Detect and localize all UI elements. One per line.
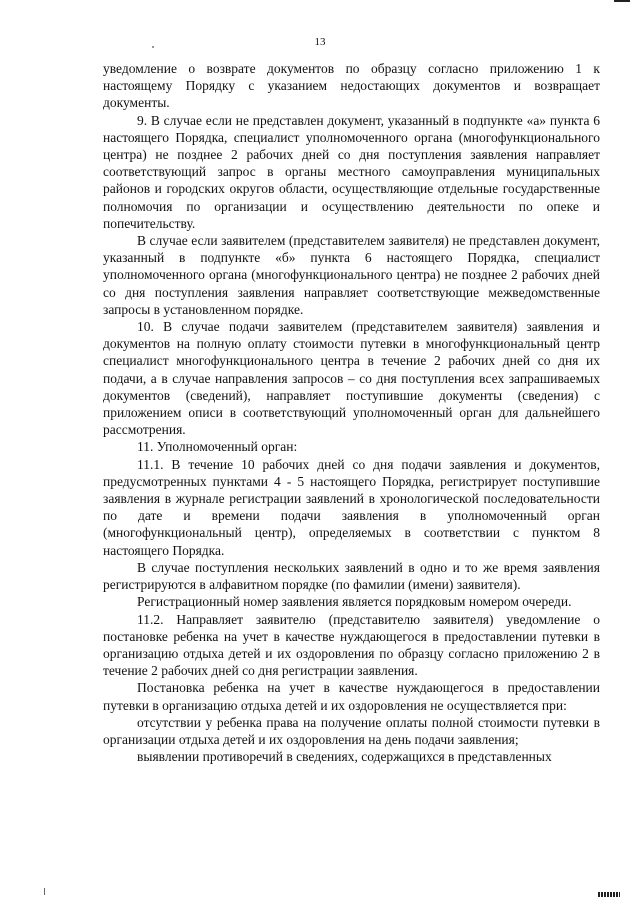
paragraph: выявлении противоречий в сведениях, содержащихся в представленных <box>137 749 552 765</box>
paragraph: 11.1. В течение 10 рабочих дней со дня подачи заявления и документов, предусмотренных пунктами 4 - 5 настоящего Порядка, регистрирует поступившие заявления в журнале регистрации заявлений в хронологической последовательности по дате и времени подачи заявления в уполномоченный орган (многофункциональный центр), определяемых в соответствии с пунктом 8 настоящего Порядка. <box>103 456 600 558</box>
paragraph: Регистрационный номер заявления является порядковым номером очереди. <box>137 594 572 610</box>
scan-mark-bottom-right <box>598 892 620 897</box>
document-body <box>103 60 600 765</box>
scan-mark-top <box>614 0 630 2</box>
paragraph: В случае если заявителем (представителем заявителя) не представлен документ, указанный в подпункте «б» пункта 6 настоящего Порядка, специалист уполномоченного органа (многофункционального центра) не позднее 2 рабочих дней со дня поступления заявления направляет соответствующие межведомственные запросы в установленном порядке. <box>103 233 600 317</box>
paragraph: отсутствии у ребенка права на получение оплаты полной стоимости путевки в организации отдыха детей и их оздоровления на день подачи заявления; <box>103 714 600 747</box>
paragraph: уведомление о возврате документов по образцу согласно приложению 1 к настоящему Порядку с указанием недостающих документов и возвращает документы. <box>103 61 600 111</box>
paragraph: 11. Уполномоченный орган: <box>137 439 298 455</box>
page-number: 13 <box>314 36 326 48</box>
paragraph: В случае поступления нескольких заявлений в одно и то же время заявления регистрируются в алфавитном порядке (по фамилии (имени) заявителя). <box>103 559 600 593</box>
scan-mark-bottom-left <box>44 888 45 895</box>
paragraph: Постановка ребенка на учет в качестве нуждающегося в предоставлении путевки в организацию отдыха детей и их оздоровления не осуществляется при: <box>103 680 600 713</box>
paragraph: 9. В случае если не представлен документ, указанный в подпункте «а» пункта 6 настоящего Порядка, специалист уполномоченного органа (многофункционального центра) не позднее 2 рабочих дней со дня поступления заявления направляет соответствующий запрос в органы местного самоуправления муниципальных районов и городских округов области, осуществляющие отдельные государственные полномочия по организации и осуществлению деятельности по опеке и попечительству. <box>103 112 600 231</box>
paragraph: 11.2. Направляет заявителю (представителю заявителя) уведомление о постановке ребенка на учет в качестве нуждающегося в предоставлении путевки в организацию отдыха детей и их оздоровления по образцу согласно приложению 2 в течение 2 рабочих дней со дня регистрации заявления. <box>103 611 600 679</box>
paragraph: 10. В случае подачи заявителем (представителем заявителя) заявления и документов на полную оплату стоимости путевки в многофункциональный центр специалист многофункционального центра в течение 2 рабочих дней со дня их подачи, а в случае направления запросов – со дня поступления всех запрашиваемых документов (сведений), направляет поступившие документы (сведения) с приложением описи в соответствующий уполномоченный орган для дальнейшего рассмотрения. <box>103 319 600 438</box>
